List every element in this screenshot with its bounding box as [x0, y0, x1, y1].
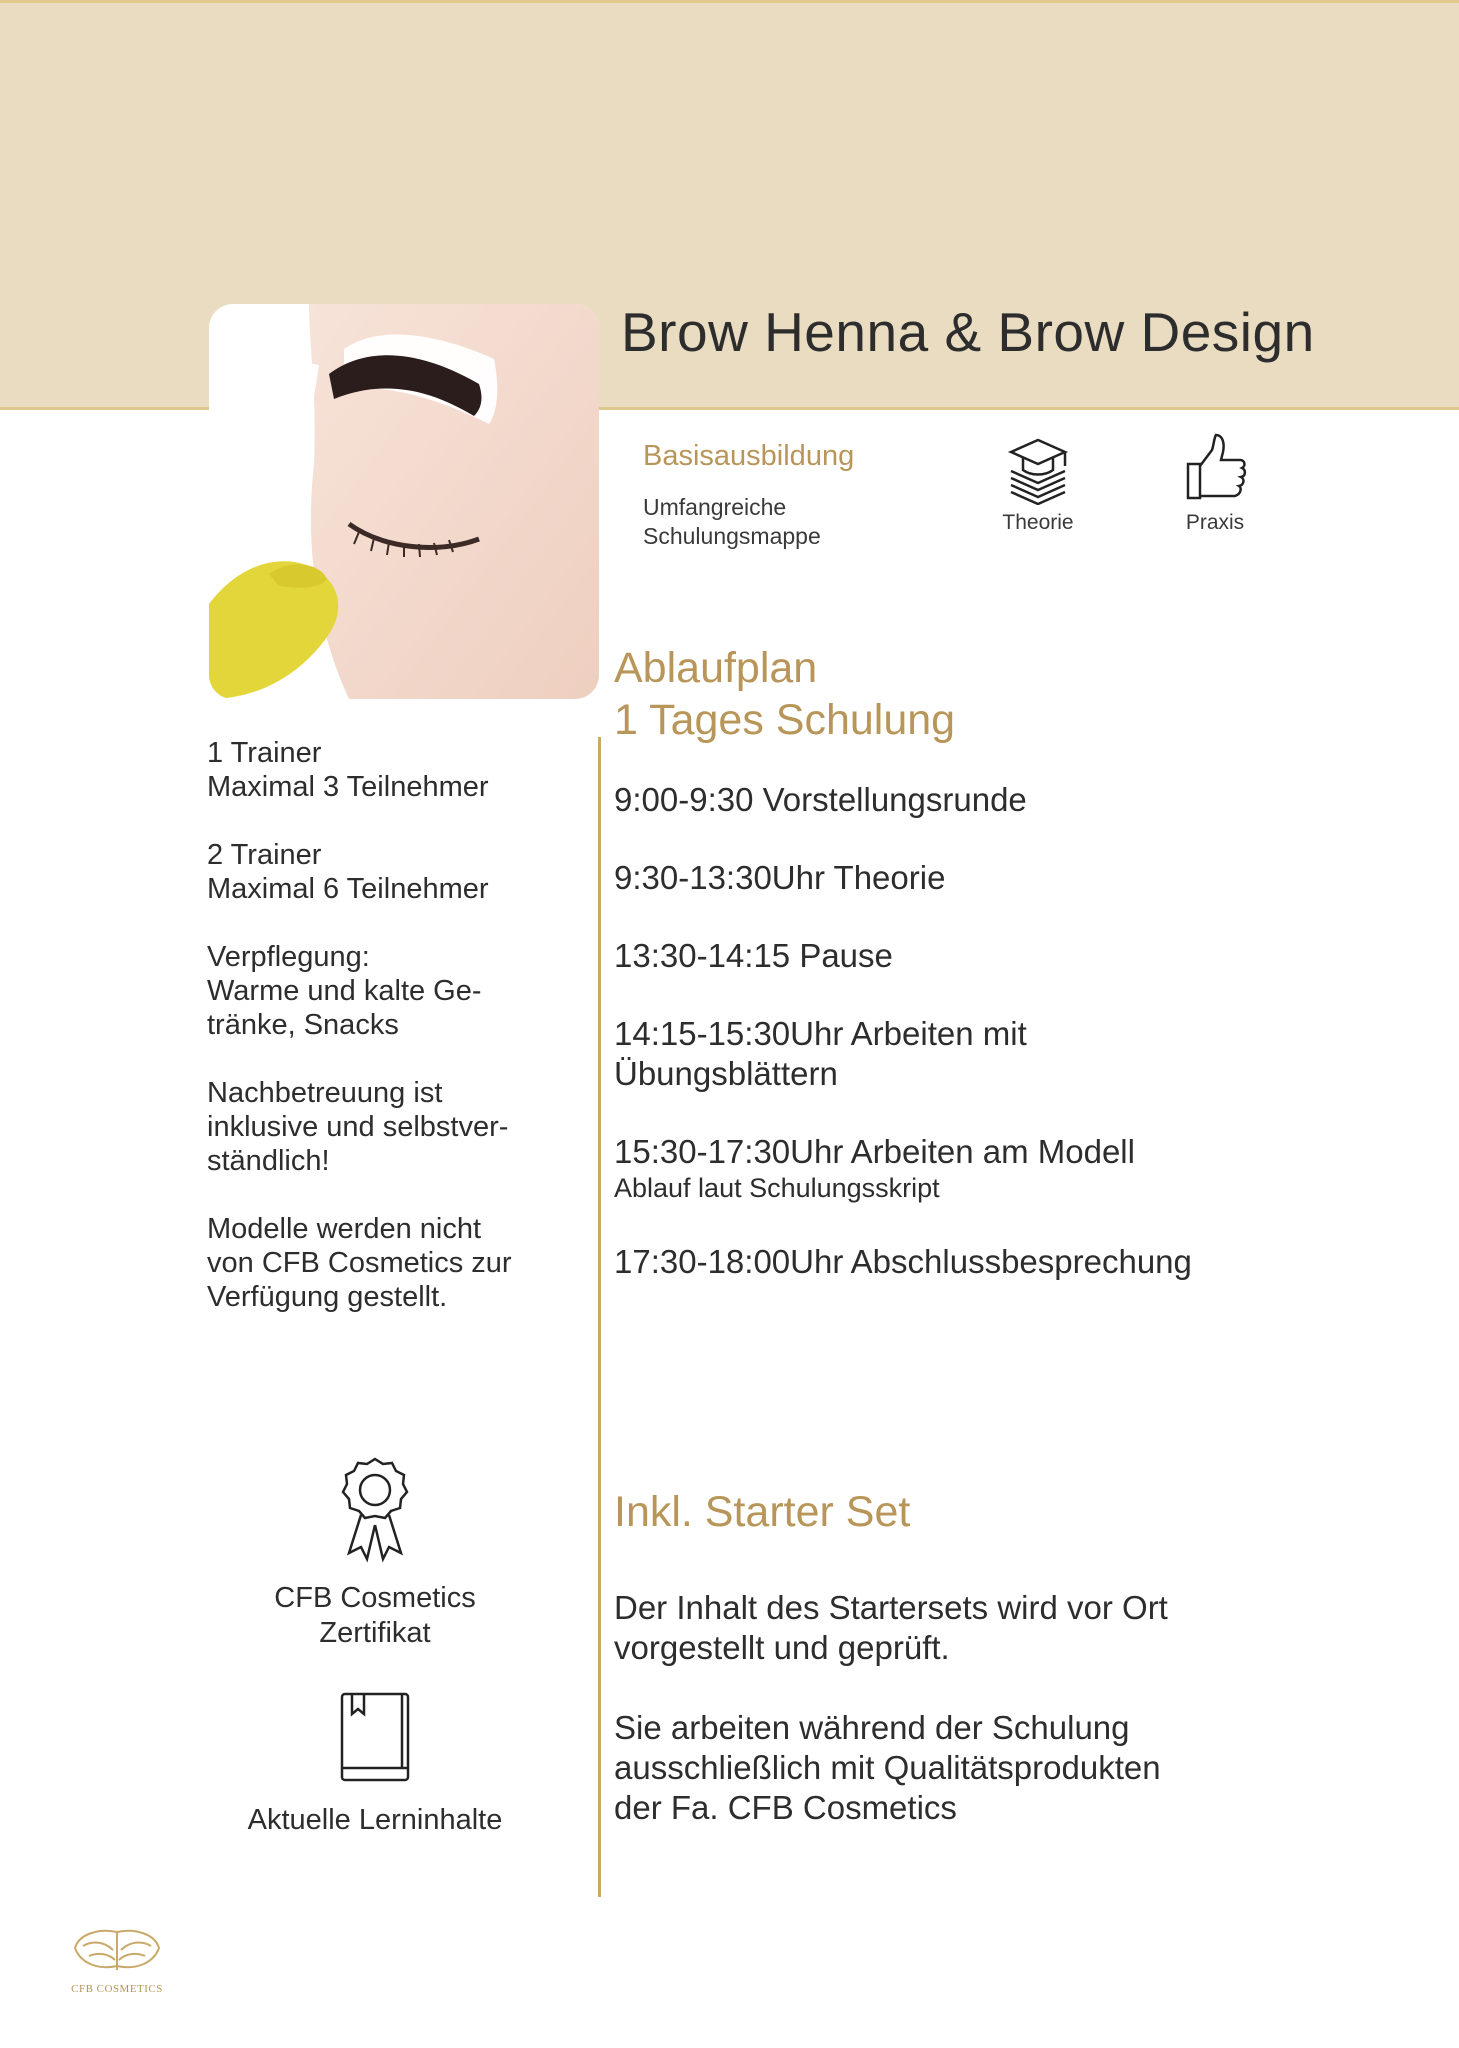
starter-line: ausschließlich mit Qualitätsprodukten: [614, 1749, 1161, 1786]
learning-badge: [230, 1690, 520, 1838]
info-block: [207, 1212, 587, 1314]
starter-line: der Fa. CFB Cosmetics: [614, 1789, 957, 1826]
schedule-heading-line: 1 Tages Schulung: [614, 696, 956, 744]
basis-description: [643, 493, 821, 551]
schedule-item-text: 9:00-9:30 Vorstellungsrunde: [614, 781, 1027, 818]
feature-label: Praxis: [1185, 511, 1245, 534]
starter-line: vorgestellt und geprüft.: [614, 1629, 950, 1666]
starter-set-title: Inkl. Starter Set: [614, 1488, 911, 1536]
schedule-item: [614, 858, 1414, 898]
info-line: inklusive und selbstver-: [207, 1111, 509, 1143]
basis-desc-line: Schulungsmappe: [643, 523, 821, 549]
feature-praxis: [1145, 430, 1285, 535]
feature-theorie: [968, 430, 1108, 535]
starter-line: Sie arbeiten während der Schulung: [614, 1709, 1130, 1746]
page-title: Brow Henna & Brow Design: [621, 301, 1315, 363]
schedule-item-text: Übungsblättern: [614, 1055, 838, 1092]
thumbs-up-icon: [1145, 430, 1285, 505]
info-line: Maximal 6 Teilnehmer: [207, 873, 489, 905]
schedule-item-text: 13:30-14:15 Pause: [614, 937, 893, 974]
info-line: Modelle werden nicht: [207, 1213, 482, 1245]
info-block: [207, 940, 587, 1042]
schedule-heading-line: Ablaufplan: [614, 644, 818, 692]
info-line: 2 Trainer: [207, 839, 322, 871]
schedule-item-text: 14:15-15:30Uhr Arbeiten mit: [614, 1015, 1027, 1052]
schedule-item-text: 17:30-18:00Uhr Abschlussbesprechung: [614, 1243, 1192, 1280]
info-line: von CFB Cosmetics zur: [207, 1247, 512, 1279]
info-block: [207, 736, 587, 804]
info-block: [207, 838, 587, 906]
info-line: Verpflegung:: [207, 941, 370, 973]
award-ribbon-icon: [230, 1455, 520, 1567]
schedule-heading: [614, 642, 955, 746]
badge-label: Zertifikat: [319, 1617, 431, 1649]
certificate-badge: [230, 1455, 520, 1651]
info-line: tränke, Snacks: [207, 1009, 399, 1041]
info-line: ständlich!: [207, 1145, 330, 1177]
schedule-item: [614, 1242, 1414, 1282]
starter-line: Der Inhalt des Startersets wird vor Ort: [614, 1589, 1168, 1626]
brow-treatment-photo: [209, 304, 599, 699]
schedule-item: [614, 936, 1414, 976]
basis-desc-line: Umfangreiche: [643, 494, 787, 520]
info-line: Verfügung gestellt.: [207, 1281, 448, 1313]
starter-paragraph: [614, 1588, 1414, 1668]
logo-text: CFB COSMETICS: [71, 1983, 163, 1995]
info-line: Maximal 3 Teilnehmer: [207, 771, 489, 803]
badge-label: CFB Cosmetics: [274, 1582, 476, 1614]
info-line: Nachbetreuung ist: [207, 1077, 443, 1109]
info-list: [207, 736, 587, 1348]
info-block: [207, 1076, 587, 1178]
schedule-list: [614, 780, 1414, 1320]
schedule-item: [614, 1132, 1414, 1204]
info-line: 1 Trainer: [207, 737, 322, 769]
schedule-item-text: 15:30-17:30Uhr Arbeiten am Modell: [614, 1133, 1135, 1170]
book-icon: [230, 1690, 520, 1785]
vertical-divider: [598, 737, 601, 1897]
schedule-item: [614, 1014, 1414, 1094]
basis-title: Basisausbildung: [643, 440, 855, 472]
starter-set-text: [614, 1588, 1414, 1868]
schedule-item-text: 9:30-13:30Uhr Theorie: [614, 859, 946, 896]
schedule-item-note: Ablauf laut Schulungsskript: [614, 1173, 940, 1203]
cfb-logo: [62, 1926, 172, 1995]
badge-label: Aktuelle Lerninhalte: [247, 1804, 503, 1836]
starter-paragraph: [614, 1708, 1414, 1828]
graduation-cap-books-icon: [968, 430, 1108, 505]
schedule-item: [614, 780, 1414, 820]
info-line: Warme und kalte Ge-: [207, 975, 482, 1007]
feature-label: Theorie: [1002, 511, 1074, 534]
